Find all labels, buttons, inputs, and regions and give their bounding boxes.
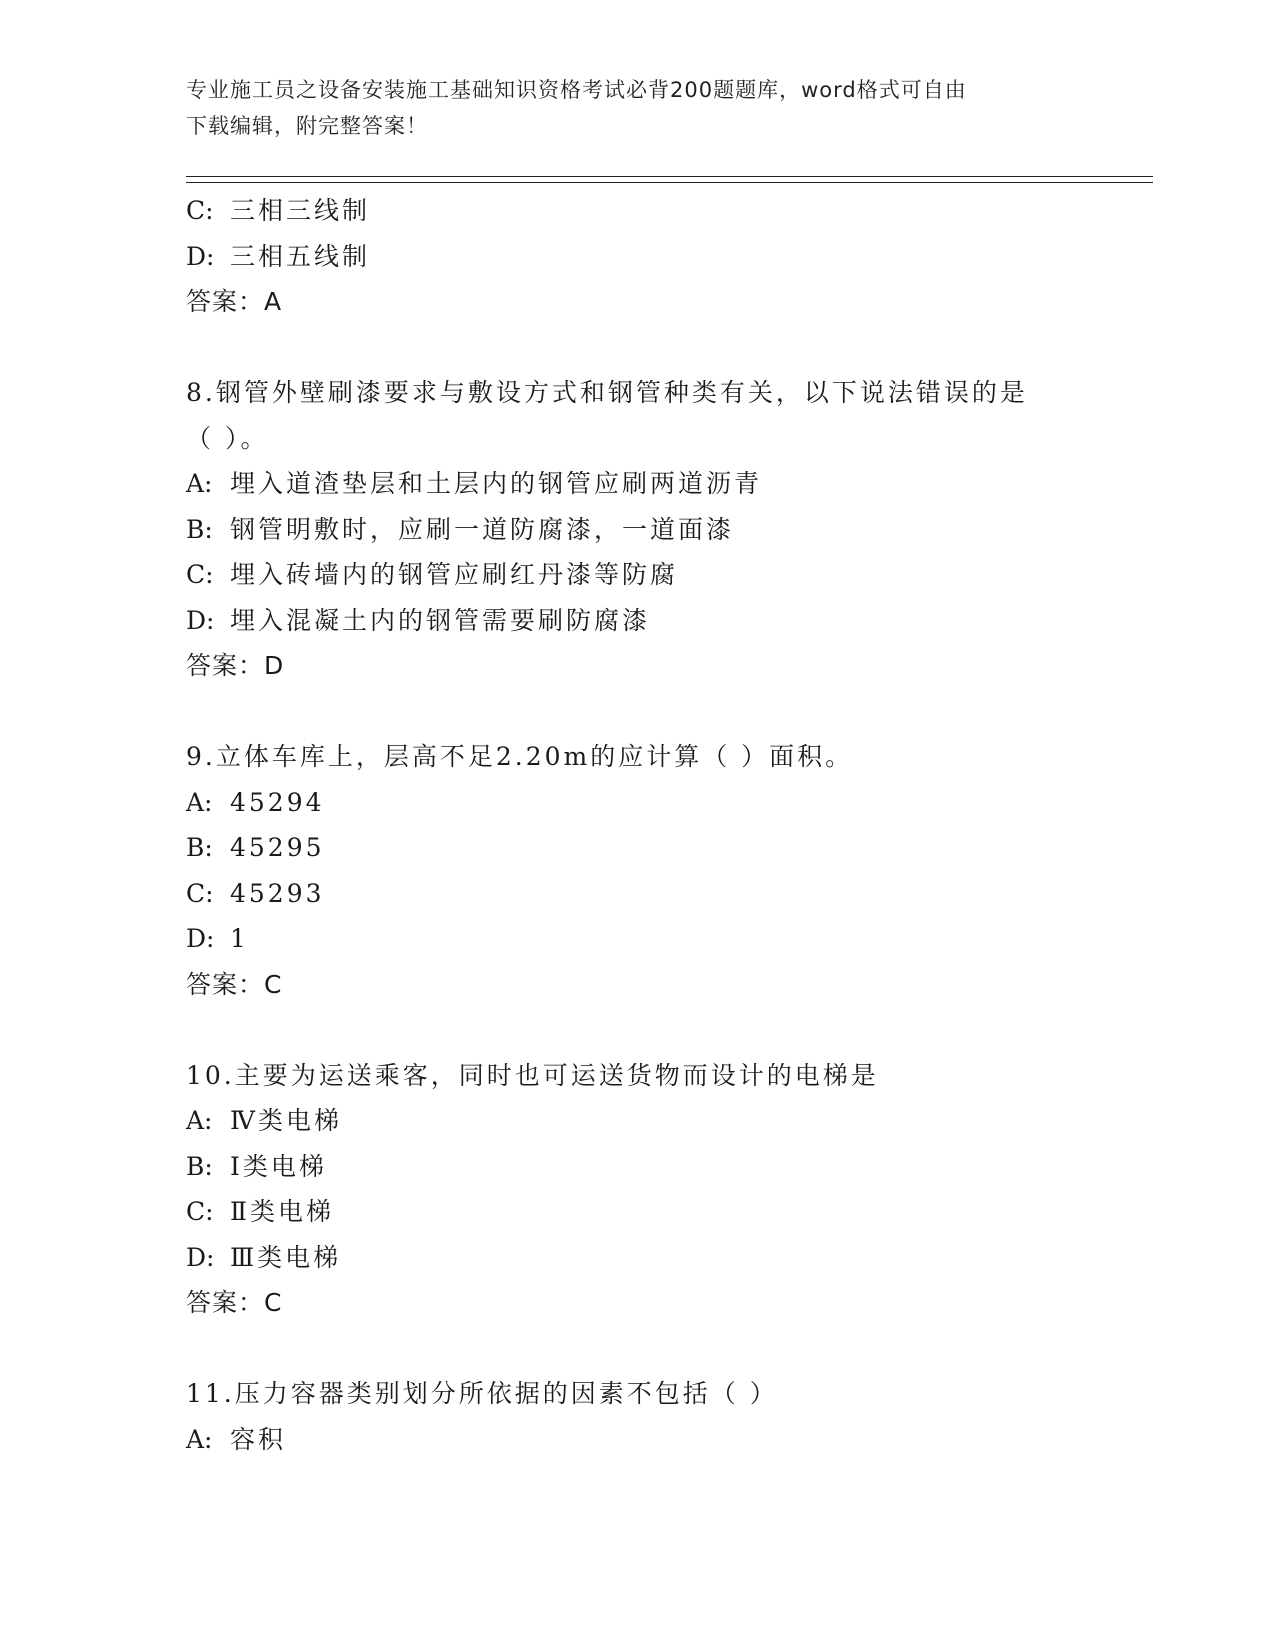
option-text: 钢管明敷时，应刷一道防腐漆，一道面漆: [230, 514, 735, 544]
option-text: 容积: [230, 1424, 287, 1454]
option-label: C:: [186, 560, 214, 589]
option-c: [186, 552, 1126, 598]
question-11: [186, 1371, 1126, 1462]
answer: 答案：C: [186, 1288, 283, 1317]
question-10: [186, 1053, 1126, 1326]
option-label: A:: [186, 1424, 213, 1454]
question-stem: 8.钢管外壁刷漆要求与敷设方式和钢管种类有关，以下说法错误的是: [186, 378, 1028, 407]
option-label: C:: [186, 196, 214, 225]
option-text: Ⅲ类电梯: [230, 1242, 342, 1272]
option-text: 三相五线制: [230, 241, 371, 271]
option-label: C:: [186, 878, 214, 908]
option-a: [186, 1417, 1126, 1463]
option-b: [186, 507, 1126, 553]
option-label: B:: [186, 514, 213, 544]
option-text: Ⅳ类电梯: [230, 1106, 342, 1135]
option-text: 埋入混凝土内的钢管需要刷防腐漆: [230, 605, 651, 635]
option-text: 1: [230, 924, 249, 953]
option-d: [186, 916, 1126, 962]
option-label: A:: [186, 787, 213, 817]
header-rule-bottom: [186, 182, 1153, 183]
option-label: C:: [186, 1197, 214, 1226]
document-header: [186, 72, 1066, 144]
option-a: [186, 1098, 1126, 1144]
question-stem: 10.主要为运送乘客，同时也可运送货物而设计的电梯是: [186, 1060, 879, 1090]
question-8: [186, 370, 1126, 689]
option-text: 45295: [230, 833, 325, 862]
option-label: A:: [186, 469, 213, 498]
answer: 答案：C: [186, 969, 283, 999]
header-rule-top: [186, 176, 1153, 177]
option-text: Ⅰ类电梯: [230, 1151, 327, 1181]
option-c: [186, 188, 1126, 234]
option-c: [186, 1189, 1126, 1235]
option-label: D:: [186, 1242, 215, 1272]
option-label: D:: [186, 241, 215, 271]
option-label: A:: [186, 1106, 213, 1135]
option-label: D:: [186, 605, 215, 635]
option-d: [186, 234, 1126, 280]
question-stem: （ ）。: [186, 423, 269, 453]
document-body: [186, 188, 1126, 1462]
question-9: [186, 734, 1126, 1007]
header-line-2: 下载编辑，附完整答案！: [186, 114, 428, 138]
option-a: [186, 780, 1126, 826]
option-text: 埋入砖墙内的钢管应刷红丹漆等防腐: [230, 560, 679, 589]
question-stem: 9.立体车库上，层高不足2.20m的应计算（ ）面积。: [186, 742, 854, 771]
option-label: B:: [186, 1151, 213, 1181]
option-d: [186, 598, 1126, 644]
option-label: D:: [186, 924, 215, 953]
option-text: 45293: [230, 878, 325, 908]
answer: 答案：A: [186, 287, 283, 316]
question-7-tail: [186, 188, 1126, 325]
header-line-1: 专业施工员之设备安装施工基础知识资格考试必背200题题库，word格式可自由: [186, 78, 967, 102]
option-a: [186, 461, 1126, 507]
question-stem: 11.压力容器类别划分所依据的因素不包括（ ）: [186, 1379, 778, 1408]
option-b: [186, 825, 1126, 871]
option-d: [186, 1235, 1126, 1281]
option-text: Ⅱ类电梯: [230, 1197, 334, 1226]
option-c: [186, 871, 1126, 917]
option-label: B:: [186, 833, 213, 862]
answer: 答案：D: [186, 651, 285, 680]
option-text: 三相三线制: [230, 196, 371, 225]
option-text: 埋入道渣垫层和土层内的钢管应刷两道沥青: [230, 469, 763, 498]
option-text: 45294: [230, 787, 325, 817]
option-b: [186, 1144, 1126, 1190]
